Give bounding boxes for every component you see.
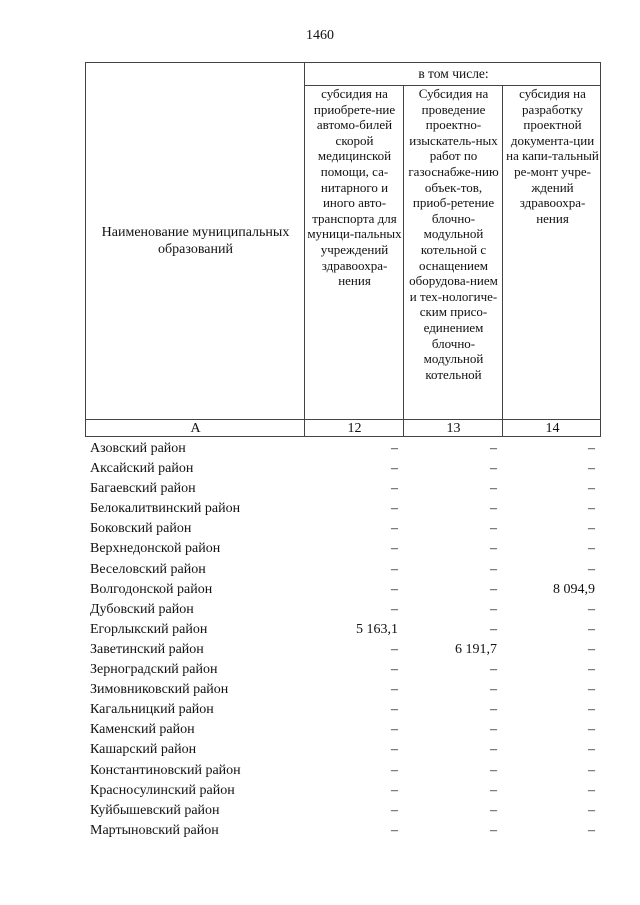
value-col-14: – — [588, 822, 595, 838]
value-col-14: – — [588, 441, 595, 456]
value-col-12: – — [391, 581, 398, 597]
table-row — [85, 520, 601, 540]
table-row — [85, 500, 601, 520]
district-name: Белокалитвинский район — [90, 501, 241, 517]
district-name: Куйбышевский район — [90, 802, 220, 818]
district-name: Аксайский район — [90, 461, 194, 477]
value-col-14: – — [588, 561, 595, 577]
district-name: Азовский район — [90, 441, 186, 456]
table-row — [85, 721, 601, 741]
value-col-13: – — [490, 702, 497, 718]
value-col-12: – — [391, 722, 398, 738]
value-col-14: 8 094,9 — [553, 581, 595, 597]
table-row — [85, 762, 601, 782]
value-col-13: – — [490, 541, 497, 557]
value-col-13: – — [490, 782, 497, 798]
district-name: Волгодонской район — [90, 581, 213, 597]
value-col-14: – — [588, 601, 595, 617]
value-col-13: – — [490, 441, 497, 456]
table-row — [85, 621, 601, 641]
header-group: в том числе: — [418, 66, 489, 82]
district-name: Веселовский район — [90, 561, 206, 577]
value-col-13: – — [490, 742, 497, 758]
value-col-14: – — [588, 501, 595, 517]
value-col-13: – — [490, 662, 497, 678]
value-col-12: – — [391, 561, 398, 577]
value-col-12: – — [391, 461, 398, 477]
value-col-12: – — [391, 822, 398, 838]
table-row — [85, 822, 601, 842]
table-row — [85, 802, 601, 822]
value-col-13: – — [490, 521, 497, 537]
value-col-12: 5 163,1 — [356, 621, 398, 637]
value-col-13: – — [490, 461, 497, 477]
value-col-13: – — [490, 601, 497, 617]
district-name: Багаевский район — [90, 481, 196, 497]
value-col-14: – — [588, 621, 595, 637]
district-name: Кашарский район — [90, 742, 197, 758]
header-name-column: Наименование муниципальных образований — [101, 225, 290, 257]
table-body — [85, 440, 601, 842]
value-col-12: – — [391, 762, 398, 778]
district-name: Верхнедонской район — [90, 541, 221, 557]
table-row — [85, 601, 601, 621]
table-row — [85, 540, 601, 560]
value-col-13: – — [490, 722, 497, 738]
value-col-14: – — [588, 762, 595, 778]
value-col-14: – — [588, 481, 595, 497]
value-col-12: – — [391, 682, 398, 698]
table-row — [85, 440, 601, 460]
district-name: Красносулинский район — [90, 782, 235, 798]
value-col-12: – — [391, 441, 398, 456]
value-col-13: – — [490, 762, 497, 778]
district-name: Кагальницкий район — [90, 702, 214, 718]
table-header — [85, 62, 601, 437]
value-col-14: – — [588, 702, 595, 718]
column-number-14: 14 — [545, 420, 560, 436]
value-col-14: – — [588, 722, 595, 738]
column-number-12: 12 — [347, 420, 362, 436]
value-col-14: – — [588, 461, 595, 477]
header-col-13: Субсидия на проведение проектно-изыскатель-ных работ по газоснабже-нию объек-тов, приоб-ретение блочно-модульной котельной с оснащением оборудова-нием и тех-нологиче-ским присо-единением блочно-модульной котельной — [408, 86, 499, 382]
district-name: Боковский район — [90, 521, 192, 537]
column-number-13: 13 — [446, 420, 461, 436]
value-col-14: – — [588, 802, 595, 818]
district-name: Егорлыкский район — [90, 621, 208, 637]
value-col-13: – — [490, 501, 497, 517]
value-col-13: – — [490, 481, 497, 497]
table-row — [85, 741, 601, 761]
value-col-14: – — [588, 641, 595, 657]
district-name: Дубовский район — [90, 601, 194, 617]
table-row — [85, 460, 601, 480]
district-name: Мартыновский район — [90, 822, 219, 838]
header-col-12: субсидия на приобрете-ние автомо-билей скорой медицинской помощи, са-нитарного и иного авто-транспорта для муници-пальных учреждений здравоохра-нения — [307, 86, 402, 289]
value-col-13: – — [490, 682, 497, 698]
column-number-a: А — [190, 420, 201, 436]
value-col-14: – — [588, 782, 595, 798]
table-row — [85, 701, 601, 721]
district-name: Каменский район — [90, 722, 195, 738]
page-number: 1460 — [306, 28, 334, 43]
value-col-14: – — [588, 662, 595, 678]
value-col-12: – — [391, 521, 398, 537]
value-col-12: – — [391, 742, 398, 758]
value-col-12: – — [391, 641, 398, 657]
district-name: Константиновский район — [90, 762, 241, 778]
value-col-13: – — [490, 822, 497, 838]
district-name: Зерноградский район — [90, 662, 218, 678]
value-col-12: – — [391, 481, 398, 497]
table-row — [85, 661, 601, 681]
value-col-13: – — [490, 581, 497, 597]
value-col-13: – — [490, 561, 497, 577]
value-col-14: – — [588, 742, 595, 758]
value-col-13: 6 191,7 — [455, 641, 497, 657]
value-col-12: – — [391, 782, 398, 798]
table-row — [85, 782, 601, 802]
value-col-12: – — [391, 662, 398, 678]
district-name: Зимовниковский район — [90, 682, 229, 698]
header-col-14: субсидия на разработку проектной документа-ции на капи-тальный ре-монт учре-ждений здравоохра-нения — [506, 86, 599, 226]
table-row — [85, 581, 601, 601]
value-col-12: – — [391, 541, 398, 557]
value-col-12: – — [391, 702, 398, 718]
district-name: Заветинский район — [90, 641, 204, 657]
value-col-14: – — [588, 682, 595, 698]
value-col-14: – — [588, 521, 595, 537]
value-col-12: – — [391, 601, 398, 617]
table-row — [85, 641, 601, 661]
value-col-12: – — [391, 802, 398, 818]
value-col-13: – — [490, 802, 497, 818]
table-row — [85, 480, 601, 500]
table-row — [85, 561, 601, 581]
table-row — [85, 681, 601, 701]
value-col-12: – — [391, 501, 398, 517]
value-col-14: – — [588, 541, 595, 557]
value-col-13: – — [490, 621, 497, 637]
